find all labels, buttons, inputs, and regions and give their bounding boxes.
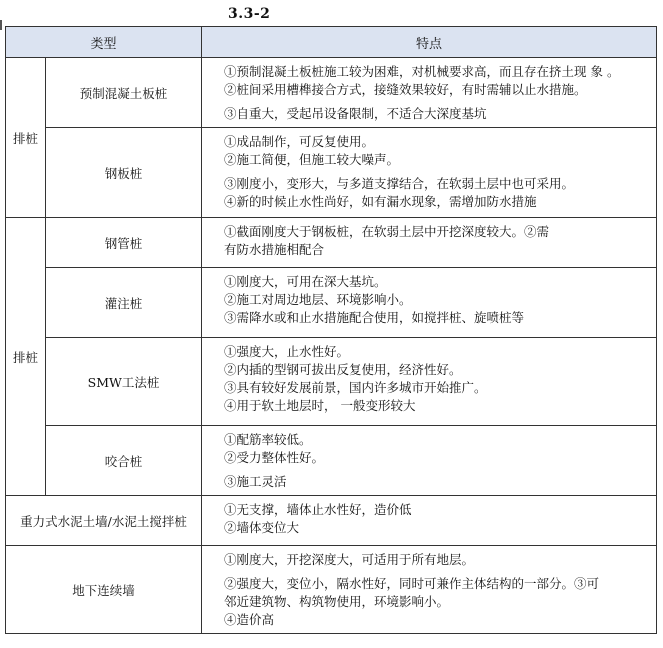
features-cell (202, 58, 657, 128)
features-cell (202, 218, 657, 268)
type-cell: 钢管桩 (46, 218, 202, 268)
features-cell (202, 546, 657, 634)
feature-line: 邻近建筑物、构筑物使用，环境影响小。 (224, 594, 450, 609)
table-row (6, 128, 657, 218)
feature-line: ①强度大，止水性好。 (224, 344, 350, 359)
feature-line: ②内插的型钢可拔出反复使用，经济性好。 (224, 362, 462, 377)
feature-line: ③需降水或和止水措施配合使用，如搅拌桩、旋喷桩等 (224, 310, 525, 325)
feature-line: ②墙体变位大 (224, 520, 300, 535)
header-row (6, 27, 657, 58)
table-row (6, 546, 657, 634)
table-row (6, 268, 657, 338)
feature-line: ③施工灵活 (224, 474, 287, 489)
feature-line: ③自重大，受起吊设备限制，不适合大深度基坑 (224, 106, 487, 121)
category-cell: 排桩 (6, 58, 46, 218)
feature-line: ④用于软土地层时， 一般变形较大 (224, 398, 416, 413)
type-cell: SMW工法桩 (46, 338, 202, 426)
header-type: 类型 (6, 27, 202, 58)
type-cell: 咬合桩 (46, 426, 202, 496)
table-row (6, 426, 657, 496)
retaining-structure-table (5, 26, 657, 634)
features-cell (202, 426, 657, 496)
features-cell (202, 338, 657, 426)
feature-line: 有防水措施相配合 (224, 242, 325, 257)
margin-tick (0, 20, 2, 30)
feature-line: ④造价高 (224, 612, 275, 627)
feature-line: ①刚度大，可用在深大基坑。 (224, 274, 387, 289)
category-cell: 排桩 (6, 218, 46, 496)
table-row (6, 58, 657, 128)
feature-line: ①成品制作，可反复使用。 (224, 134, 375, 149)
feature-line: ②施工简便，但施工较大噪声。 (224, 152, 400, 167)
header-features: 特点 (202, 27, 657, 58)
table-row (6, 338, 657, 426)
feature-line: ①配筋率较低。 (224, 432, 312, 447)
features-cell (202, 496, 657, 546)
table-row (6, 496, 657, 546)
table-row (6, 218, 657, 268)
features-cell (202, 268, 657, 338)
feature-line: ①截面刚度大于钢板桩，在软弱土层中开挖深度较大。②需 (224, 224, 550, 239)
table-caption: 3.3-2 (228, 6, 271, 22)
feature-line: ③具有较好发展前景，国内许多城市开始推广。 (224, 380, 487, 395)
feature-line: ②强度大，变位小，隔水性好，同时可兼作主体结构的一部分。③可 (224, 576, 600, 591)
feature-line: ②施工对周边地层、环境影响小。 (224, 292, 412, 307)
type-cell: 钢板桩 (46, 128, 202, 218)
feature-line: ④新的时候止水性尚好，如有漏水现象，需增加防水措施 (224, 194, 537, 209)
type-cell: 重力式水泥土墙/水泥土搅拌桩 (6, 496, 202, 546)
features-cell (202, 128, 657, 218)
type-cell: 预制混凝土板桩 (46, 58, 202, 128)
type-cell: 灌注桩 (46, 268, 202, 338)
type-cell: 地下连续墙 (6, 546, 202, 634)
feature-line: ②受力整体性好。 (224, 450, 325, 465)
feature-line: ②桩间采用槽榫接合方式，接缝效果较好，有时需辅以止水措施。 (224, 82, 587, 97)
feature-line: ①刚度大，开挖深度大，可适用于所有地层。 (224, 552, 475, 567)
feature-line: ①无支撑，墙体止水性好，造价低 (224, 502, 412, 517)
feature-line: ③刚度小，变形大，与多道支撑结合，在软弱土层中也可采用。 (224, 176, 575, 191)
feature-line: ①预制混凝土板桩施工较为困难，对机械要求高，而且存在挤土现 象 。 (224, 64, 620, 79)
